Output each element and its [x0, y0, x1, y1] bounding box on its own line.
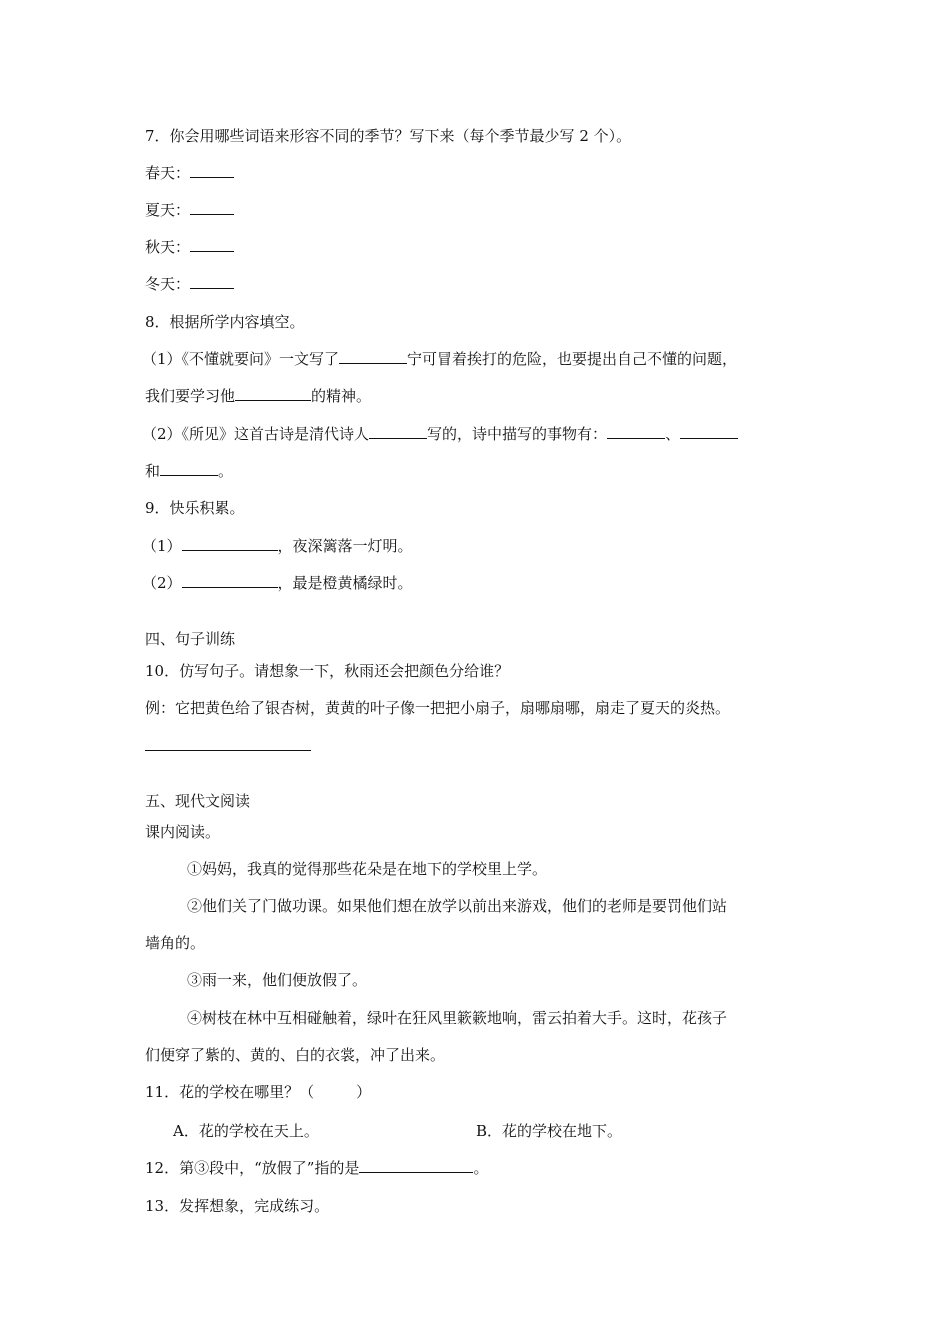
- para4-text-a: ④树枝在林中互相碰触着，绿叶在狂风里簌簌地响，雷云拍着大手。这时，花孩子: [187, 1009, 728, 1027]
- q10-answer-line[interactable]: [145, 750, 311, 751]
- q13-prompt: [145, 1196, 329, 1216]
- q11-option-b[interactable]: B．花的学校在地下。: [476, 1122, 623, 1140]
- q8-p1-text-c: 我们要学习他: [145, 387, 236, 405]
- q9-line2: [142, 573, 413, 593]
- summer-blank[interactable]: [190, 200, 234, 215]
- para3-text: ③雨一来，他们便放假了。: [187, 971, 368, 989]
- passage-para-4-line2: [145, 1045, 445, 1065]
- q8-p1-text-a: （1）《不懂就要问》一文写了: [142, 350, 340, 368]
- winter-blank[interactable]: [190, 274, 234, 289]
- q9-prompt: [145, 498, 245, 518]
- q8-part2-line1: [142, 424, 738, 444]
- summer-label: 夏天：: [145, 201, 191, 219]
- q9-line1: [142, 536, 413, 556]
- q7-spring: [145, 163, 234, 183]
- q7-prompt: [145, 126, 631, 146]
- q8-p2-blank-thing-3[interactable]: [160, 461, 218, 476]
- q8-p1-text-b: 宁可冒着挨打的危险，也要提出自己不懂的问题，: [407, 350, 738, 368]
- q7-winter: [145, 274, 234, 294]
- q9-blank-2[interactable]: [182, 573, 278, 588]
- q12-end: 。: [473, 1159, 489, 1177]
- q11-option-a[interactable]: A．花的学校在天上。: [173, 1122, 319, 1140]
- q8-p2-text-b: 写的，诗中描写的事物有：: [427, 425, 608, 443]
- q10-example-text: 例：它把黄色给了银杏树，黄黄的叶子像一把把小扇子，扇哪扇哪，扇走了夏天的炎热。: [145, 699, 731, 717]
- q11-close-paren: ）: [356, 1083, 372, 1101]
- q12-prompt-text: 12．第③段中，“放假了”指的是: [145, 1159, 360, 1177]
- section5-subtitle-text: 课内阅读。: [145, 823, 221, 841]
- autumn-label: 秋天：: [145, 238, 191, 256]
- q10-example: [145, 698, 730, 718]
- q9-l2-number: （2）: [142, 574, 182, 592]
- q8-part2-line2: [145, 461, 233, 481]
- q7-summer: [145, 200, 234, 220]
- section5-title: [145, 791, 250, 811]
- section5-title-text: 五、现代文阅读: [145, 792, 251, 810]
- q12-blank[interactable]: [359, 1158, 473, 1173]
- q13-prompt-text: 13．发挥想象，完成练习。: [145, 1197, 330, 1215]
- q10-prompt: [145, 661, 509, 681]
- q7-prompt-text: 7．你会用哪些词语来形容不同的季节？写下来（每个季节最少写 2 个）。: [145, 127, 632, 145]
- q7-autumn: [145, 237, 234, 257]
- section4-title: [145, 629, 235, 649]
- q8-p2-blank-thing-1[interactable]: [607, 424, 665, 439]
- q8-p1-text-d: 的精神。: [311, 387, 372, 405]
- passage-para-4-line1: [187, 1008, 727, 1028]
- autumn-blank[interactable]: [190, 237, 234, 252]
- q8-p2-separator: 、: [665, 425, 681, 443]
- q9-prompt-text: 9．快乐积累。: [145, 499, 245, 517]
- passage-para-1: [187, 859, 547, 879]
- para4-text-b: 们便穿了紫的、黄的、白的衣裳，冲了出来。: [145, 1046, 446, 1064]
- section5-subtitle: [145, 822, 220, 842]
- q9-blank-1[interactable]: [182, 536, 278, 551]
- q9-l1-number: （1）: [142, 537, 182, 555]
- passage-para-2-line2: [145, 933, 205, 953]
- q8-part1-line1: [142, 349, 737, 369]
- q9-l2-text: ，最是橙黄橘绿时。: [277, 574, 413, 592]
- para2-text-b: 墙角的。: [145, 934, 206, 952]
- q8-prompt: [145, 312, 305, 332]
- q10-prompt-text: 10．仿写句子。请想象一下，秋雨还会把颜色分给谁？: [145, 662, 510, 680]
- q8-part1-line2: [145, 386, 371, 406]
- q11-options: [0, 1121, 950, 1141]
- spring-blank[interactable]: [190, 163, 234, 178]
- para2-text-a: ②他们关了门做功课。如果他们想在放学以前出来游戏，他们的老师是要罚他们站: [187, 897, 728, 915]
- q8-p2-end: 。: [218, 462, 234, 480]
- q8-p2-text-c: 和: [145, 462, 161, 480]
- para1-text: ①妈妈，我真的觉得那些花朵是在地下的学校里上学。: [187, 860, 548, 878]
- q8-p2-blank-poet[interactable]: [369, 424, 427, 439]
- q8-p2-text-a: （2）《所见》这首古诗是清代诗人: [142, 425, 370, 443]
- section4-title-text: 四、句子训练: [145, 630, 236, 648]
- q11-prompt-text: 11．花的学校在哪里？（: [145, 1083, 315, 1101]
- q8-p1-blank-2[interactable]: [235, 386, 311, 401]
- q11-prompt: [145, 1082, 371, 1102]
- winter-label: 冬天：: [145, 275, 191, 293]
- q8-p1-blank-1[interactable]: [339, 349, 407, 364]
- q8-prompt-text: 8．根据所学内容填空。: [145, 313, 305, 331]
- q8-p2-blank-thing-2[interactable]: [680, 424, 738, 439]
- spring-label: 春天：: [145, 164, 191, 182]
- passage-para-3: [187, 970, 367, 990]
- q12-prompt: [145, 1158, 488, 1178]
- q9-l1-text: ，夜深篱落一灯明。: [277, 537, 413, 555]
- passage-para-2-line1: [187, 896, 727, 916]
